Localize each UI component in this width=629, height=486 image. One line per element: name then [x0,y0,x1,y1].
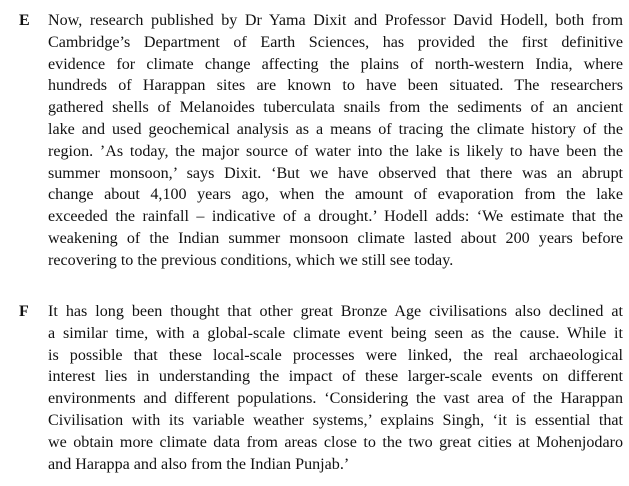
paragraph-line: exceeded the rainfall – indicative of a drought.’ Hodell adds: ‘We estimate that the [48,208,623,226]
paragraph-line: is possible that these local-scale processes were linked, the real archaeological [48,346,623,364]
paragraph-line: It has long been thought that other great Bronze Age civilisations also declined at [48,303,623,320]
paragraph-line: hundreds of Harappan sites are known to have been situated. The researchers [48,77,623,95]
paragraph-line: recovering to the previous conditions, which we still see today. [48,251,454,269]
paragraph-line: and Harappa and also from the Indian Punjab.’ [48,455,350,473]
paragraph-letter: E [19,12,30,29]
paragraph-line: Now, research published by Dr Yama Dixit and Professor David Hodell, both from [48,12,623,29]
paragraph-line: weakening of the Indian summer monsoon climate lasted about 200 years before [48,229,623,247]
paragraph-body [48,10,623,272]
paragraph-line: Civilisation with its variable weather systems,’ explains Singh, ‘it is essential that [48,411,623,429]
paragraph-line: summer monsoon,’ says Dixit. ‘But we have observed that there was an abrupt [48,164,623,182]
paragraph-letter: F [19,303,29,320]
paragraph-body [48,301,623,475]
paragraph-line: lake and used geochemical analysis as a means of tracing the climate history of the [48,120,623,138]
paragraph-line: change about 4,100 years ago, when the amount of evaporation from the lake [48,186,623,204]
paragraph-line: interest lies in understanding the impact of these larger-scale events on different [48,368,623,386]
paragraph-line: gathered shells of Melanoides tuberculata snails from the sediments of an ancient [48,99,623,117]
paragraph-line: environments and different populations. ‘Considering the vast area of the Harappan [48,390,623,408]
paragraph-line: Cambridge’s Department of Earth Sciences, has provided the first definitive [48,33,623,51]
paragraph-line: region. ’As today, the major source of water into the lake is likely to have been the [48,142,623,160]
paragraph-line: a similar time, with a global-scale climate event being seen as the cause. While it [48,324,623,342]
paragraph-line: we obtain more climate data from areas close to the two great cities at Mohenjodaro [48,433,623,451]
paragraph-line: evidence for climate change affecting the plains of north-western India, where [48,55,623,73]
